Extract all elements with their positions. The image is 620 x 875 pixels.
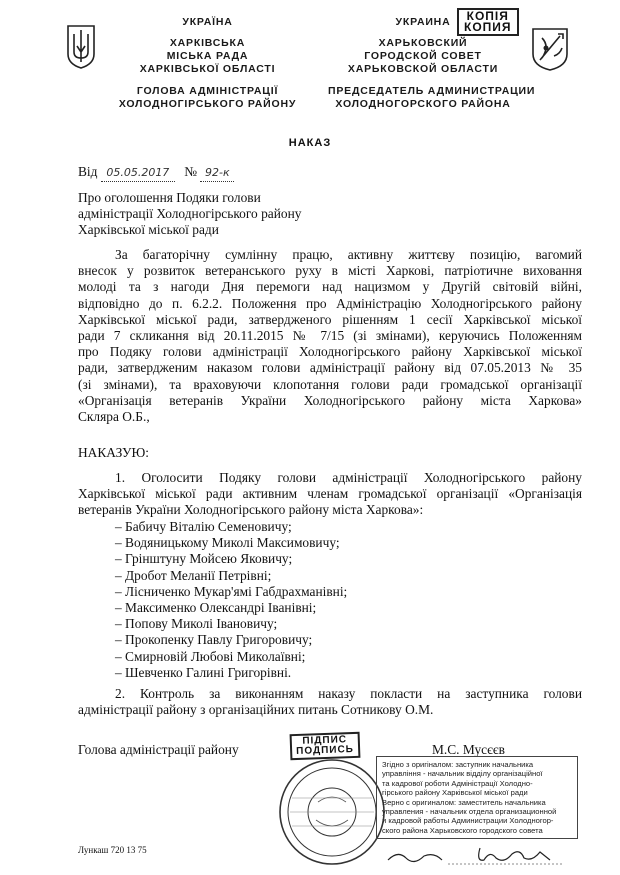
preamble-line: ради 7 скликання від 20.11.2015 № 7/15 (зі змінами), керуючись Положенням [78, 328, 582, 344]
signature-stamp [290, 732, 361, 760]
signature-stamp-line: ПОДПИСЬ [295, 743, 355, 758]
signatory-name: М.С. Мусєєв [432, 742, 505, 757]
date-prefix: Від [78, 164, 98, 179]
copy-verification-note [376, 756, 578, 839]
list-item: – Грінштуну Мойсею Яковичу; [115, 551, 293, 567]
header-left-line: ХАРКІВСЬКА [169, 37, 246, 49]
header-left-line: МІСЬКА РАДА [166, 50, 249, 62]
preamble-line: Харківської міської ради, затвердженого рішенням 1 сесії Харківської міської [78, 311, 582, 327]
header-right-line: ГОРОДСКОЙ СОВЕТ [364, 50, 482, 62]
signatory-position: Голова адміністрації району [78, 742, 239, 757]
item-1-line: 1. Оголосити Подяку голови адміністрації Холодногірського району [115, 470, 582, 485]
copy-note-line: управління - начальник відділу організаційної [382, 769, 543, 779]
preamble-line: внесок у розвиток ветеранського руху в місті Харкові, патріотичне виховання [78, 263, 582, 279]
preamble-line: відповідно до п. 6.2.2. Положення про Адміністрацію Холодногірського району [78, 295, 582, 311]
header-right-line: ХАРЬКОВСКОЙ ОБЛАСТИ [347, 63, 499, 75]
subject-line: Про оголошення Подяки голови [78, 190, 261, 205]
copy-stamp-line: КОПІЯ [466, 9, 509, 23]
order-date: 05.05.2017 [101, 165, 175, 182]
item-2-line: 2. Контроль за виконанням наказу покласти на заступника голови [115, 686, 582, 701]
item-1-line: ветеранів України Холодногірського району міста Харкова»: [78, 502, 424, 518]
copy-stamp [457, 8, 519, 36]
item-1 [78, 470, 582, 519]
copy-note-line: ского района Харьковского городского совета [382, 825, 543, 835]
copy-note-line: управления - начальник отдела организационной [382, 807, 557, 817]
preamble-line: ради, затвердженим наказом голови адміністрації району від 07.05.2013 № 35 [78, 360, 582, 376]
subject-line: Харківської міської ради [78, 222, 219, 238]
handwritten-signature-icon [384, 842, 574, 868]
list-item: – Дробот Меланії Петрівні; [115, 567, 272, 583]
subject-line: адміністрації Холодногірського району [78, 206, 302, 222]
copy-stamp-line: КОПИЯ [464, 20, 512, 34]
preamble-line: «Організація ветеранів України Холодногірського району міста Харкова» [78, 392, 582, 408]
header-right-line: ПРЕДСЕДАТЕЛЬ АДМИНИСТРАЦИИ [328, 85, 536, 97]
order-word: НАКАЗУЮ: [78, 445, 149, 460]
kharkiv-coat-of-arms-icon [530, 26, 570, 72]
ukraine-coat-of-arms-icon [66, 24, 96, 70]
list-item: – Лісниченко Мукар'ямі Габдрахманівні; [115, 583, 348, 599]
copy-note-line: Верно с оригиналом: заместитель начальника [382, 797, 546, 807]
header-left-line: ГОЛОВА АДМІНІСТРАЦІЇ [136, 85, 279, 97]
document-title: НАКАЗ [288, 137, 332, 149]
header-left [110, 16, 305, 111]
header-right-line: ХАРЬКОВСКИЙ [378, 37, 468, 49]
header-left-line: УКРАЇНА [182, 16, 233, 28]
item-2 [78, 686, 582, 718]
list-item: – Прокопенку Павлу Григоровичу; [115, 632, 313, 648]
copy-note-line: и кадровой работы Администрации Холодногор- [382, 816, 554, 826]
header-left-line: ХАРКІВСЬКОЇ ОБЛАСТІ [139, 63, 276, 75]
date-line [78, 164, 234, 182]
list-item: – Бабичу Віталію Семеновичу; [115, 519, 292, 534]
header-left-line: ХОЛОДНОГІРСЬКОГО РАЙОНУ [118, 98, 297, 110]
item-2-line: адміністрації району з організаційних питань Сотникову О.М. [78, 702, 434, 718]
recipients-list [115, 519, 347, 681]
copy-note-line: та кадрової роботи Адміністрації Холодно- [382, 778, 533, 788]
order-number: 92-к [200, 165, 234, 182]
header-right-line: ХОЛОДНОГОРСКОГО РАЙОНА [335, 98, 511, 110]
preamble-line: Скляра О.Б., [78, 409, 150, 425]
preamble [78, 247, 582, 425]
item-1-line: Харківської міської ради активним членам громадської організації «Організація [78, 486, 582, 502]
footer-phone: Лункаш 720 13 75 [78, 845, 147, 855]
list-item: – Максименко Олександрі Іванівні; [115, 600, 317, 616]
preamble-line: За багаторічну сумлінну працю, активну життєву позицію, вагомий [115, 247, 582, 262]
list-item: – Шевченко Галині Григорівні. [115, 664, 292, 680]
list-item: – Попову Миколі Івановичу; [115, 616, 278, 632]
preamble-line: (зі змінами), та враховуючи клопотання голови ради громадської організації [78, 376, 582, 392]
header-right-line: УКРАИНА [395, 16, 451, 28]
order-subject [78, 190, 301, 239]
copy-note-line: Згідно з оригіналом: заступник начальника [382, 760, 534, 769]
copy-note-line: гірського району Харківської міської ради [382, 788, 528, 798]
number-prefix: № [184, 164, 197, 179]
preamble-line: про Подяку голови адміністрації Холодногірського району Харківської міської [78, 344, 582, 360]
official-seal-icon [278, 758, 386, 866]
list-item: – Водяницькому Миколі Максимовичу; [115, 535, 340, 551]
signature-stamp-line: ПІДПИС [302, 734, 348, 747]
list-item: – Смирновій Любові Миколаївні; [115, 648, 306, 664]
preamble-line: молоді та з нагоди Дня перемоги над нацизмом у Другій світовій війні, [78, 279, 582, 295]
